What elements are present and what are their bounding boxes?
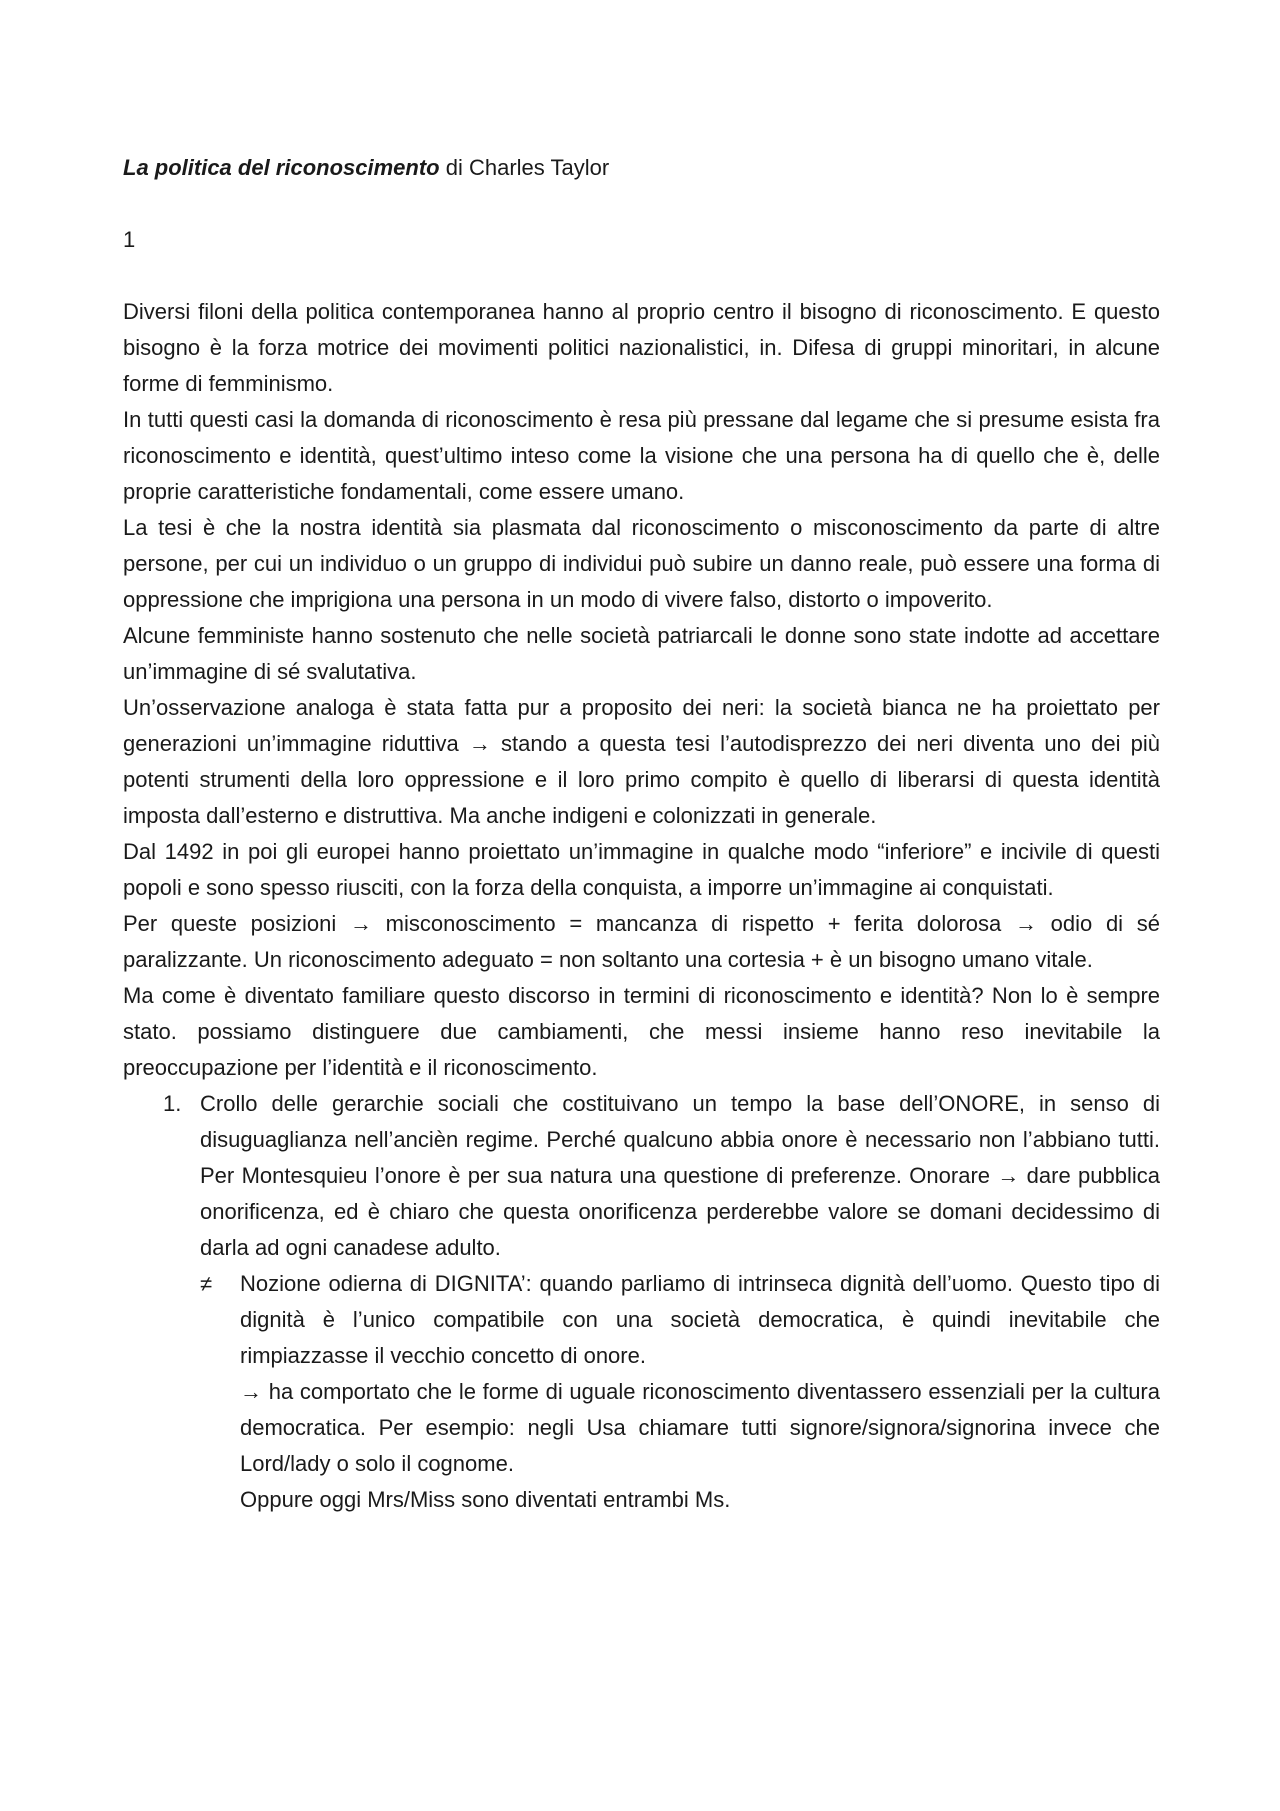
paragraph: Alcune femministe hanno sostenuto che nelle società patriarcali le donne sono state indotte ad accettare un’immagine di sé svalutativa. — [123, 623, 1160, 684]
paragraph: Ma come è diventato familiare questo discorso in termini di riconoscimento e identità? Non lo è sempre stato. possiamo distinguere due cambiamenti, che messi insieme hanno reso inevitabile la preoccupazione per l’identità e il riconoscimento. — [123, 983, 1160, 1080]
list-item-text: Crollo delle gerarchie sociali che costituivano un tempo la base dell’ONORE, in senso di disuguaglianza nell’ancièn regime. Perché qualcuno abbia onore è necessario non l’abbiano tutti. Per Montesquieu l’onore è per sua natura una questione di preferenze. Onorare → dare pubblica onorificenza, ed è chiaro che questa onorificenza perderebbe valore se domani decidessimo di darla ad ogni canadese adulto. — [200, 1091, 1160, 1260]
paragraph: In tutti questi casi la domanda di riconoscimento è resa più pressane dal legame che si presume esista fra riconoscimento e identità, quest’ultimo inteso come la visione che una persona ha di quello che è, delle proprie caratteristiche fondamentali, come essere umano. — [123, 407, 1160, 504]
list-number: 1. — [163, 1091, 182, 1116]
not-equal-symbol: ≠ — [200, 1271, 213, 1296]
paragraph: La tesi è che la nostra identità sia plasmata dal riconoscimento o misconoscimento da parte di altre persone, per cui un individuo o un gruppo di individui può subire un danno reale, può essere una forma di oppressione che imprigiona una persona in un modo di vivere falso, distorto o impoverito. — [123, 515, 1160, 612]
author-credit: di Charles Taylor — [439, 155, 610, 180]
sub-point-text: → ha comportato che le forme di uguale riconoscimento diventassero essenziali per la cultura democratica. Per esempio: negli Usa chiamare tutti signore/signora/signorina invece che Lord/lady o solo il cognome. — [240, 1379, 1160, 1476]
document-page — [123, 150, 1160, 1518]
sub-point — [200, 1266, 1160, 1518]
section-number: 1 — [123, 227, 136, 252]
paragraph: Dal 1492 in poi gli europei hanno proiettato un’immagine in qualche modo “inferiore” e incivile di questi popoli e sono spesso riusciti, con la forza della conquista, a imporre un’immagine ai conquistati. — [123, 839, 1160, 900]
paragraph: Un’osservazione analoga è stata fatta pur a proposito dei neri: la società bianca ne ha proiettato per generazioni un’immagine riduttiva → stando a questa tesi l’autodisprezzo dei neri diventa uno dei più potenti strumenti della loro oppressione e il loro primo compito è quello di liberarsi di questa identità imposta dall’esterno e distruttiva. Ma anche indigeni e colonizzati in generale. — [123, 695, 1160, 828]
sub-point-text: Oppure oggi Mrs/Miss sono diventati entrambi Ms. — [240, 1487, 731, 1512]
document-title — [123, 150, 1160, 186]
numbered-list — [123, 1086, 1160, 1518]
list-item — [123, 1086, 1160, 1518]
sub-point-text: Nozione odierna di DIGNITA’: quando parliamo di intrinseca dignità dell’uomo. Questo tipo di dignità è l’unico compatibile con una società democratica, è quindi inevitabile che rimpiazzasse il vecchio concetto di onore. — [240, 1271, 1160, 1368]
paragraph: Per queste posizioni → misconoscimento = mancanza di rispetto + ferita dolorosa → odio di sé paralizzante. Un riconoscimento adeguato = non soltanto una cortesia + è un bisogno umano vitale. — [123, 911, 1160, 972]
paragraph: Diversi filoni della politica contemporanea hanno al proprio centro il bisogno di riconoscimento. E questo bisogno è la forza motrice dei movimenti politici nazionalistici, in. Difesa di gruppi minoritari, in alcune forme di femminismo. — [123, 299, 1160, 396]
book-title: La politica del riconoscimento — [123, 155, 440, 180]
